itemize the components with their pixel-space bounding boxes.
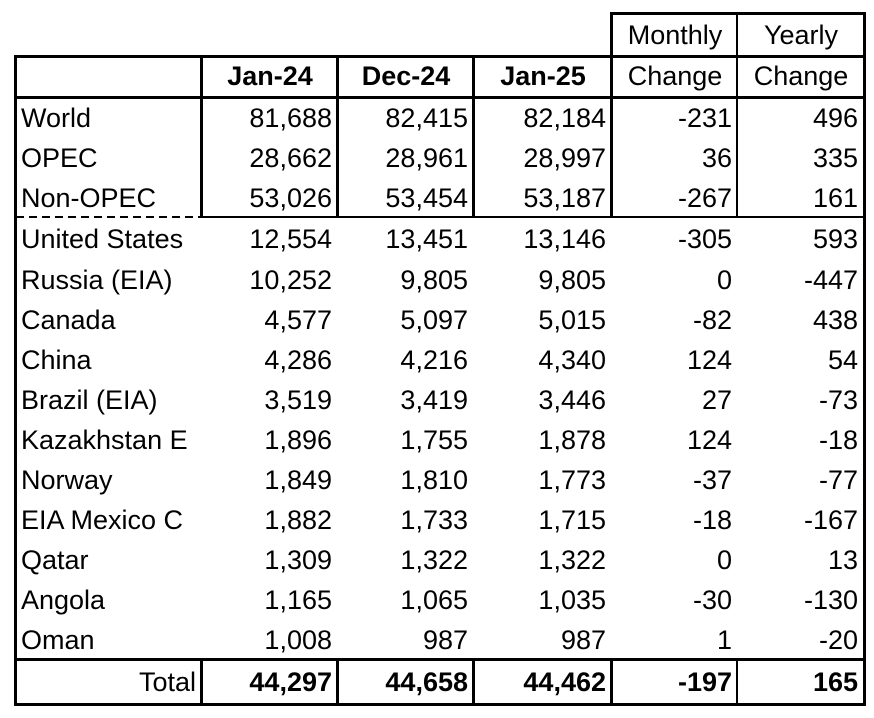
border-right — [863, 12, 866, 706]
border-total-top — [14, 658, 866, 661]
cell-jan25: 987 — [560, 624, 606, 655]
sep-col1-header — [200, 55, 203, 98]
cell-jan24: 4,577 — [264, 304, 332, 335]
row-name: Kazakhstan E — [21, 424, 188, 455]
row-name: Angola — [21, 584, 106, 615]
cell-monthly-change: -82 — [692, 304, 732, 335]
cell-dec24: 5,097 — [400, 304, 468, 335]
cell-yearly-change: -73 — [818, 384, 858, 415]
total-cell-jan24: 44,297 — [249, 666, 332, 697]
cell-monthly-change: 124 — [686, 424, 732, 455]
border-bottom — [14, 703, 866, 706]
cell-dec24: 9,805 — [400, 264, 468, 295]
dashed-separator — [16, 216, 202, 218]
cell-jan25: 1,715 — [538, 504, 606, 535]
cell-monthly-change: -267 — [677, 182, 732, 213]
cell-jan25: 1,322 — [538, 544, 606, 575]
cell-dec24: 1,322 — [400, 544, 468, 575]
total-cell-yearly-change: 165 — [812, 666, 858, 697]
cell-jan25: 1,773 — [538, 464, 606, 495]
cell-dec24: 13,451 — [385, 223, 468, 254]
yearly-change-header-top: Yearly — [763, 20, 839, 50]
row-name: World — [21, 102, 92, 133]
cell-dec24: 82,415 — [385, 102, 468, 133]
cell-dec24: 4,216 — [400, 344, 468, 375]
sep-col3-top — [472, 96, 475, 218]
border-top-change — [610, 12, 866, 15]
border-left — [14, 55, 17, 706]
cell-jan24: 1,849 — [264, 464, 332, 495]
row-name: EIA Mexico C — [21, 504, 184, 535]
cell-dec24: 1,810 — [400, 464, 468, 495]
cell-dec24: 987 — [422, 624, 468, 655]
cell-yearly-change: 593 — [812, 223, 858, 254]
cell-yearly-change: -130 — [803, 584, 858, 615]
cell-yearly-change: 335 — [812, 142, 858, 173]
row-name: China — [21, 344, 92, 375]
cell-jan24: 53,026 — [249, 182, 332, 213]
cell-jan24: 1,896 — [264, 424, 332, 455]
row-name: Russia (EIA) — [21, 264, 173, 295]
cell-yearly-change: -167 — [803, 504, 858, 535]
separator-under-non-opec — [202, 216, 866, 218]
cell-monthly-change: -231 — [677, 102, 732, 133]
cell-jan25: 9,805 — [538, 264, 606, 295]
row-name: United States — [21, 223, 184, 254]
cell-monthly-change: 124 — [686, 344, 732, 375]
sep-col1-top — [200, 96, 203, 218]
cell-jan25: 82,184 — [523, 102, 606, 133]
cell-jan25: 53,187 — [523, 182, 606, 213]
row-name: Non-OPEC — [21, 182, 157, 213]
cell-yearly-change: 496 — [812, 102, 858, 133]
row-name: Norway — [21, 464, 113, 495]
monthly-change-header-top: Monthly — [627, 20, 723, 50]
cell-jan24: 1,165 — [264, 584, 332, 615]
cell-dec24: 1,733 — [400, 504, 468, 535]
cell-jan24: 81,688 — [249, 102, 332, 133]
header-jan24: Jan-24 — [227, 61, 313, 91]
cell-yearly-change: 54 — [827, 344, 858, 375]
sep-col4-total — [610, 658, 613, 704]
sep-col2-top — [336, 96, 339, 218]
cell-dec24: 1,755 — [400, 424, 468, 455]
cell-dec24: 3,419 — [400, 384, 468, 415]
cell-jan24: 12,554 — [249, 223, 332, 254]
sep-col3-header — [472, 55, 475, 98]
border-header-top — [14, 55, 866, 58]
cell-jan24: 1,309 — [264, 544, 332, 575]
cell-jan24: 28,662 — [249, 142, 332, 173]
cell-monthly-change: -30 — [692, 584, 732, 615]
cell-jan25: 1,035 — [538, 584, 606, 615]
cell-yearly-change: -18 — [818, 424, 858, 455]
cell-monthly-change: -305 — [677, 223, 732, 254]
cell-jan24: 10,252 — [249, 264, 332, 295]
cell-jan25: 5,015 — [538, 304, 606, 335]
border-header-bottom — [14, 96, 866, 99]
cell-jan24: 4,286 — [264, 344, 332, 375]
cell-yearly-change: 438 — [812, 304, 858, 335]
cell-yearly-change: 13 — [827, 544, 858, 575]
sep-col3-total — [472, 658, 475, 704]
sep-col2-header — [336, 55, 339, 98]
cell-monthly-change: 27 — [701, 384, 732, 415]
cell-monthly-change: 0 — [716, 264, 732, 295]
cell-monthly-change: 0 — [716, 544, 732, 575]
cell-yearly-change: -447 — [803, 264, 858, 295]
sep-col1-total — [200, 658, 203, 704]
cell-monthly-change: -18 — [692, 504, 732, 535]
total-cell-jan25: 44,462 — [523, 666, 606, 697]
monthly-change-header-bottom: Change — [627, 61, 723, 91]
cell-jan25: 28,997 — [523, 142, 606, 173]
border-mid-change — [736, 12, 738, 218]
cell-dec24: 28,961 — [385, 142, 468, 173]
cell-dec24: 53,454 — [385, 182, 468, 213]
cell-yearly-change: -20 — [818, 624, 858, 655]
cell-monthly-change: 1 — [716, 624, 732, 655]
row-name: OPEC — [21, 142, 98, 173]
total-cell-dec24: 44,658 — [385, 666, 468, 697]
row-name: Qatar — [21, 544, 89, 575]
cell-jan25: 4,340 — [538, 344, 606, 375]
header-jan25: Jan-25 — [500, 61, 586, 91]
cell-jan25: 1,878 — [538, 424, 606, 455]
cell-monthly-change: 36 — [701, 142, 732, 173]
cell-yearly-change: 161 — [812, 182, 858, 213]
cell-yearly-change: -77 — [818, 464, 858, 495]
border-left-change — [610, 12, 613, 218]
cell-jan25: 13,146 — [523, 223, 606, 254]
yearly-change-header-bottom: Change — [753, 61, 849, 91]
cell-jan24: 1,882 — [264, 504, 332, 535]
cell-dec24: 1,065 — [400, 584, 468, 615]
cell-monthly-change: -37 — [692, 464, 732, 495]
row-name: Oman — [21, 624, 95, 655]
total-label: Total — [138, 666, 196, 697]
header-dec24: Dec-24 — [361, 61, 451, 91]
sep-col2-total — [336, 658, 339, 704]
cell-jan24: 3,519 — [264, 384, 332, 415]
row-name: Brazil (EIA) — [21, 384, 158, 415]
sep-col5-total — [736, 658, 738, 704]
cell-jan25: 3,446 — [538, 384, 606, 415]
total-cell-monthly-change: -197 — [677, 666, 732, 697]
row-name: Canada — [21, 304, 116, 335]
cell-jan24: 1,008 — [264, 624, 332, 655]
